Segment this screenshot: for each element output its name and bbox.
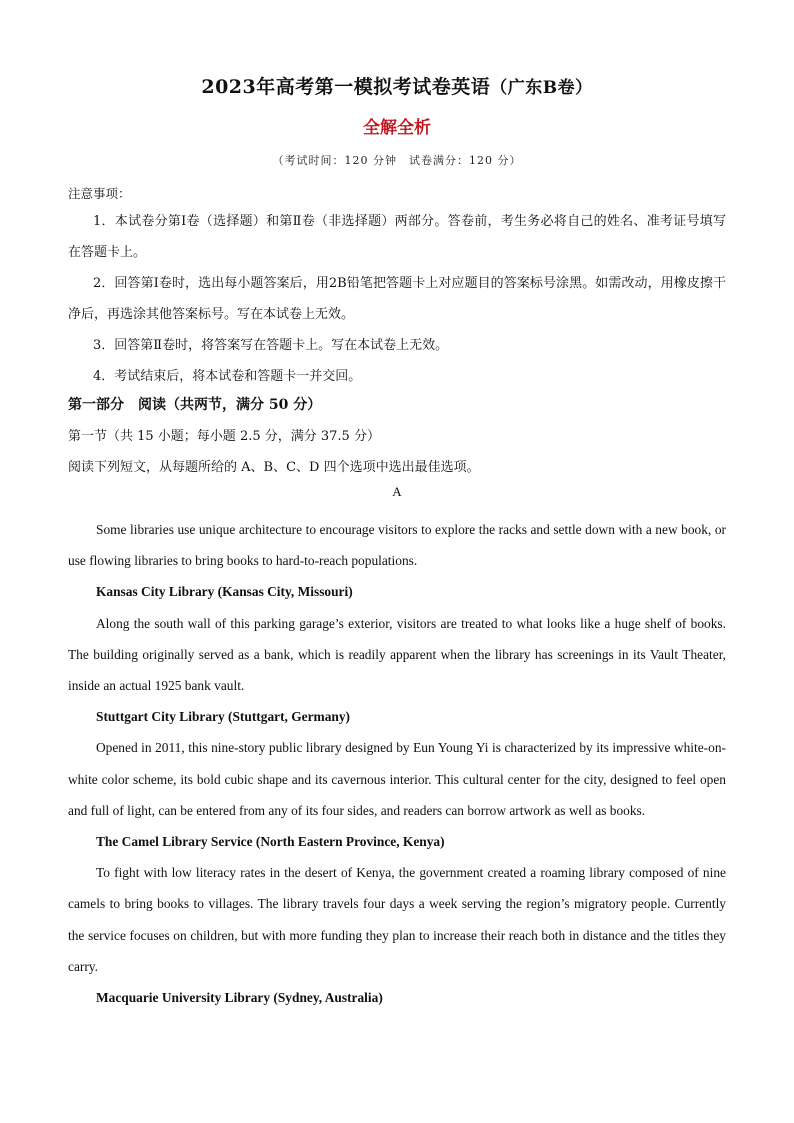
note-item: 4．考试结束后，将本试卷和答题卡一并交回。 [93, 369, 362, 384]
notes-heading: 注意事项： [68, 186, 131, 201]
note-item: 3．回答第Ⅱ卷时，将答案写在答题卡上。写在本试卷上无效。 [93, 338, 449, 353]
passage-intro: Some libraries use unique architecture to encourage visitors to explore the racks and settle down with a new book, or use flowing libraries to bring books to hard-to-reach populations. [68, 522, 726, 569]
page-subtitle: 全解全析 [363, 118, 431, 138]
passage-letter: A [392, 484, 402, 499]
section-heading: Stuttgart City Library (Stuttgart, Germany) [96, 709, 351, 725]
page-title [0, 72, 794, 99]
section-line: 第一节（共 15 小题；每小题 2.5 分，满分 37.5 分） [68, 429, 380, 444]
section-text: Along the south wall of this parking garage’s exterior, visitors are treated to what looks like a huge shelf of books. The building originally served as a bank, which is readily apparent when the library has screenings in its Vault Theater, inside an actual 1925 bank vault. [68, 615, 726, 694]
section-text: To fight with low literacy rates in the desert of Kenya, the government created a roaming library composed of nine camels to bring books to villages. The library travels four days a week serving the region’s migratory people. Currently the service focuses on children, but with more funding they plan to increase their reach both in distance and the titles they carry. [68, 865, 726, 974]
instruction: 阅读下列短文，从每题所给的 A、B、C、D 四个选项中选出最佳选项。 [68, 460, 480, 475]
title-main: 2023年高考第一模拟考试卷英语 [201, 76, 491, 98]
section-heading: Macquarie University Library (Sydney, Australia) [96, 990, 383, 1006]
section-text: Opened in 2011, this nine-story public library designed by Eun Young Yi is characterized by its impressive white-on-white color scheme, its bold cubic shape and its cavernous interior. This cultural center for the city, designed to feel open and full of light, can be entered from any of its four sides, and readers can borrow artwork as well as books. [68, 740, 726, 818]
note-item: 1．本试卷分第Ⅰ卷（选择题）和第Ⅱ卷（非选择题）两部分。答卷前，考生务必将自己的姓名、准考证号填写在答题卡上。 [68, 214, 726, 260]
part-title: 第一部分 阅读（共两节，满分 50 分） [68, 397, 322, 413]
title-sub: （广东B卷） [490, 78, 593, 98]
section-heading: The Camel Library Service (North Eastern Province, Kenya) [96, 834, 445, 850]
notes-list [68, 206, 726, 392]
section-heading: Kansas City Library (Kansas City, Missouri) [96, 584, 353, 600]
note-item: 2．回答第Ⅰ卷时，选出每小题答案后，用2B铅笔把答题卡上对应题目的答案标号涂黑。如需改动，用橡皮擦干净后，再选涂其他答案标号。写在本试卷上无效。 [68, 276, 726, 322]
exam-info: （考试时间：120 分钟 试卷满分：120 分） [272, 154, 522, 167]
passage-body [68, 514, 726, 1013]
